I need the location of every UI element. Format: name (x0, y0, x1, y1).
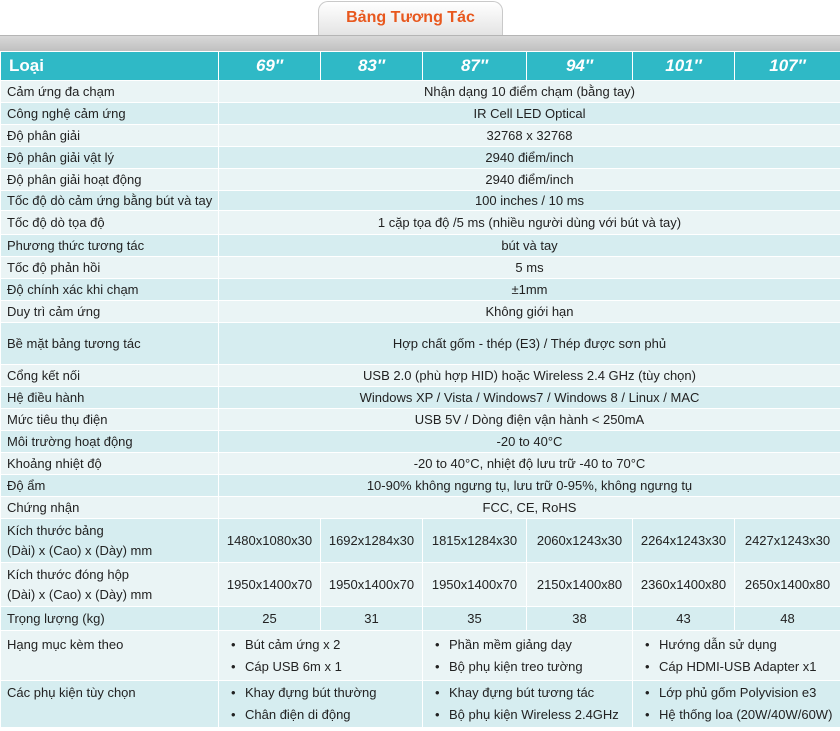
row-label: Các phụ kiện tùy chọn (1, 681, 219, 728)
table-row-board-size (1, 519, 840, 563)
size-value: 1950x1400x70 (423, 563, 527, 607)
header-model: 87″ (423, 52, 527, 81)
list-item: • Cáp USB 6m x 1 (231, 656, 416, 678)
list-item: • Khay đựng bút thường (231, 682, 416, 704)
table-row (1, 257, 840, 279)
table-row (1, 235, 840, 257)
header-row (1, 52, 840, 81)
table-row-optional (1, 681, 840, 728)
row-label: Cổng kết nối (1, 365, 219, 387)
row-value: bút và tay (219, 235, 840, 257)
included-list (219, 631, 423, 681)
table-row (1, 279, 840, 301)
row-label-line: (Dài) x (Cao) x (Dày) mm (7, 586, 153, 602)
row-label: Độ phân giải hoạt động (1, 169, 219, 191)
spec-table (0, 51, 840, 728)
table-row (1, 409, 840, 431)
size-value: 1480x1080x30 (219, 519, 321, 563)
optional-list (423, 681, 633, 728)
row-value: Windows XP / Vista / Windows7 / Windows 8 / Linux / MAC (219, 387, 840, 409)
list-item: • Bộ phụ kiện treo tường (435, 656, 626, 678)
row-label: Hệ điều hành (1, 387, 219, 409)
row-label: Hạng mục kèm theo (1, 631, 219, 681)
row-value: 32768 x 32768 (219, 125, 840, 147)
row-label: Bề mặt bảng tương tác (1, 323, 219, 365)
list-item: • Cáp HDMI-USB Adapter x1 (645, 656, 834, 678)
row-label: Chứng nhận (1, 497, 219, 519)
header-label: Loại (1, 52, 219, 81)
row-value: USB 5V / Dòng điện vận hành < 250mA (219, 409, 840, 431)
table-row (1, 147, 840, 169)
row-value: 1 cặp tọa độ /5 ms (nhiều người dùng với bút và tay) (219, 211, 840, 235)
page-title-tab: Bảng Tương Tác (318, 1, 503, 35)
row-label (1, 519, 219, 563)
title-bar (0, 35, 840, 51)
list-item: • Hướng dẫn sử dụng (645, 634, 834, 656)
table-row (1, 323, 840, 365)
row-value: Nhận dạng 10 điểm chạm (bằng tay) (219, 81, 840, 103)
row-label: Cảm ứng đa chạm (1, 81, 219, 103)
list-item: • Phần mềm giảng dạy (435, 634, 626, 656)
optional-list (633, 681, 840, 728)
row-label: Môi trường hoạt động (1, 431, 219, 453)
row-label: Phương thức tương tác (1, 235, 219, 257)
table-row (1, 169, 840, 191)
table-row (1, 475, 840, 497)
weight-value: 35 (423, 607, 527, 631)
header-model: 83″ (321, 52, 423, 81)
row-label-line: Kích thước bảng (7, 522, 104, 538)
row-value: USB 2.0 (phù hợp HID) hoặc Wireless 2.4 GHz (tùy chọn) (219, 365, 840, 387)
table-row (1, 191, 840, 211)
row-label: Mức tiêu thụ điện (1, 409, 219, 431)
list-item: • Chân điện di động (231, 704, 416, 726)
table-row-weight (1, 607, 840, 631)
row-value: FCC, CE, RoHS (219, 497, 840, 519)
table-row (1, 453, 840, 475)
weight-value: 43 (633, 607, 735, 631)
list-item: • Bút cảm ứng x 2 (231, 634, 416, 656)
row-label: Độ chính xác khi chạm (1, 279, 219, 301)
row-value: Hợp chất gốm - thép (E3) / Thép được sơn phủ (219, 323, 840, 365)
table-row (1, 431, 840, 453)
row-label: Độ ẩm (1, 475, 219, 497)
row-label: Khoảng nhiệt độ (1, 453, 219, 475)
table-row (1, 81, 840, 103)
row-value: IR Cell LED Optical (219, 103, 840, 125)
weight-value: 38 (527, 607, 633, 631)
weight-value: 48 (735, 607, 840, 631)
row-value: Không giới hạn (219, 301, 840, 323)
header-model: 69″ (219, 52, 321, 81)
table-row-included (1, 631, 840, 681)
title-tab-area (0, 0, 840, 36)
row-label: Độ phân giải (1, 125, 219, 147)
size-value: 1950x1400x70 (219, 563, 321, 607)
size-value: 2150x1400x80 (527, 563, 633, 607)
table-row-box-size (1, 563, 840, 607)
row-label: Tốc độ dò cảm ứng bằng bút và tay (1, 191, 219, 211)
size-value: 2060x1243x30 (527, 519, 633, 563)
header-model: 107″ (735, 52, 840, 81)
size-value: 2650x1400x80 (735, 563, 840, 607)
size-value: 1815x1284x30 (423, 519, 527, 563)
list-item: • Bộ phụ kiện Wireless 2.4GHz (435, 704, 626, 726)
table-row (1, 301, 840, 323)
weight-value: 31 (321, 607, 423, 631)
row-value: 5 ms (219, 257, 840, 279)
optional-list (219, 681, 423, 728)
row-label: Độ phân giải vật lý (1, 147, 219, 169)
row-value: 10-90% không ngưng tụ, lưu trữ 0-95%, không ngưng tụ (219, 475, 840, 497)
row-value: 2940 điểm/inch (219, 147, 840, 169)
weight-value: 25 (219, 607, 321, 631)
table-row (1, 125, 840, 147)
included-list (633, 631, 840, 681)
size-value: 2360x1400x80 (633, 563, 735, 607)
row-label-line: Kích thước đóng hộp (7, 566, 130, 582)
size-value: 1692x1284x30 (321, 519, 423, 563)
header-model: 94″ (527, 52, 633, 81)
header-model: 101″ (633, 52, 735, 81)
table-row (1, 211, 840, 235)
size-value: 2427x1243x30 (735, 519, 840, 563)
table-row (1, 103, 840, 125)
table-row (1, 365, 840, 387)
row-label-line: (Dài) x (Cao) x (Dày) mm (7, 542, 153, 558)
row-value: ±1mm (219, 279, 840, 301)
size-value: 2264x1243x30 (633, 519, 735, 563)
list-item: • Khay đựng bút tương tác (435, 682, 626, 704)
row-label: Tốc độ phản hồi (1, 257, 219, 279)
list-item: • Lớp phủ gốm Polyvision e3 (645, 682, 834, 704)
row-value: -20 to 40°C (219, 431, 840, 453)
row-label: Tốc độ dò tọa độ (1, 211, 219, 235)
row-label: Công nghệ cảm ứng (1, 103, 219, 125)
row-value: 2940 điểm/inch (219, 169, 840, 191)
table-row (1, 497, 840, 519)
row-label: Duy trì cảm ứng (1, 301, 219, 323)
included-list (423, 631, 633, 681)
row-value: 100 inches / 10 ms (219, 191, 840, 211)
row-label (1, 563, 219, 607)
size-value: 1950x1400x70 (321, 563, 423, 607)
row-label: Trọng lượng (kg) (1, 607, 219, 631)
table-row (1, 387, 840, 409)
list-item: • Hệ thống loa (20W/40W/60W) (645, 704, 834, 726)
row-value: -20 to 40°C, nhiệt độ lưu trữ -40 to 70°C (219, 453, 840, 475)
